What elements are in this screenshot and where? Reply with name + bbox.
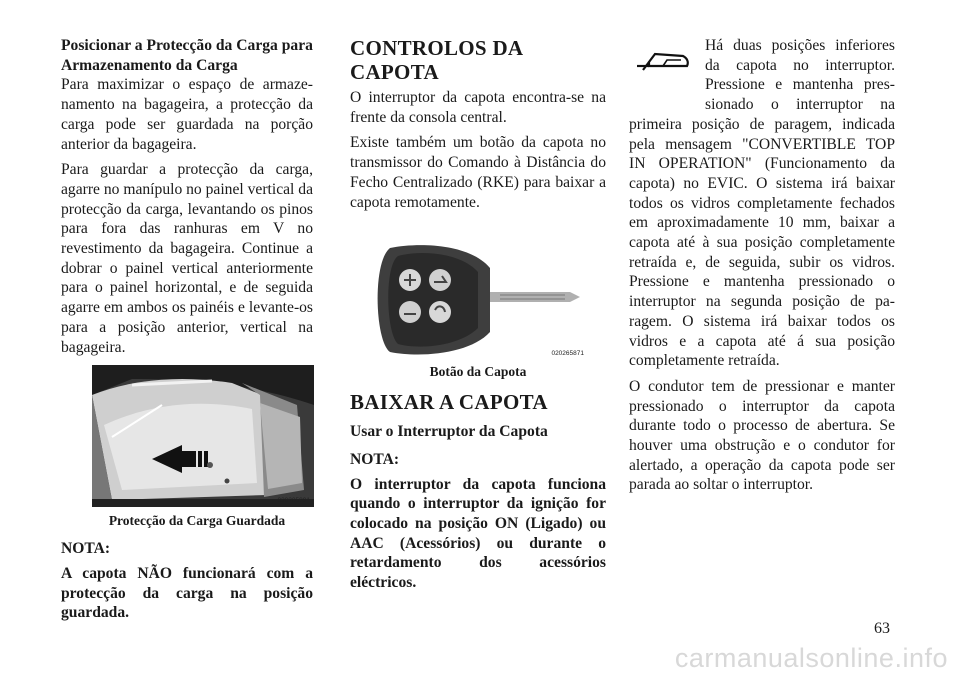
figure-code: 020265871 <box>551 350 584 358</box>
figure-caption: Protecção da Carga Guardada <box>108 513 286 529</box>
watermark: carmanualsonline.info <box>674 643 948 673</box>
left-column <box>61 36 313 629</box>
paragraph: O condutor tem de pressionar e manter pressionado o interruptor da capota durante todo o processo de abertura. Se houver uma obstrução e o condutor for alertado, a operação da capota pode ser parada ao soltar o interruptor. <box>629 377 895 494</box>
paragraph: O interruptor da capota encontra-se na frente da consola central. <box>350 89 606 126</box>
subheading: Usar o Interruptor da Capota <box>350 423 548 441</box>
trunk-illustration <box>92 365 314 507</box>
right-column <box>629 36 895 501</box>
section-title: BAIXAR A CAPOTA <box>350 390 548 415</box>
paragraph: Há duas posições inferiores da capota no interruptor. Pressione e mantenha pressionado o interruptor na primeira posição de paragem, indicada pela mensagem "CONVERTIBLE TOP IN OPERATION" (Funcionamento da capota) no EVIC. O sistema irá baixar todos os vidros completamente fechados em aproximadamente 10 mm, baixar a capota até à sua posição completamente retraída e, de seguida, subir os vidros. Pressione e mantenha pressionado o interruptor na segunda posição de paragem. O sistema irá baixar todos os vidros e a capota até á sua posição completamente retraída. <box>629 37 895 370</box>
figure-code: 030205991 <box>277 497 310 505</box>
key-fob-figure <box>350 242 588 360</box>
cargo-cover-figure <box>92 365 314 507</box>
note-text: O interruptor da capota funciona quando o interruptor da ignição for colocado na posição ON (Ligado) ou AAC (Acessórios) ou durante o retardamento dos acessórios eléctricos. <box>350 475 606 592</box>
note-label: NOTA: <box>350 450 400 468</box>
key-fob-illustration <box>350 242 588 360</box>
middle-column <box>350 36 606 599</box>
note-label: NOTA: <box>61 540 111 558</box>
figure-caption: Botão da Capota <box>429 364 527 380</box>
section-title: CONTROLOS DA CAPOTA <box>350 36 523 84</box>
page-number: 63 <box>874 620 890 637</box>
paragraph: Para guardar a protecção da carga, agarre no manípulo no painel vertical da protecção da carga, levantando os pinos para fora das ranhuras em V no revestimento da bagageira. Continue a dobrar o painel vertical anteriormente para o painel horizontal, e de seguida agarre em ambos os painéis e levante-os para a posição anterior, vertical na bagageira. <box>61 161 313 356</box>
paragraph: Para maximizar o espaço de armazenamento na bagageira, a protecção da carga pode ser guardada na porção anterior da bagageira. <box>61 76 313 153</box>
section-heading: Posicionar a Protecção da Carga para Armazenamento da Carga <box>61 37 313 74</box>
convertible-top-icon <box>629 36 703 112</box>
paragraph: Existe também um botão da capota no transmissor do Comando à Distância do Fecho Centralizado (RKE) para baixar a capota remotamente. <box>350 134 606 211</box>
note-text: A capota NÃO funcionará com a protecção da carga na posição guardada. <box>61 564 313 622</box>
convertible-top-icon <box>629 36 693 86</box>
